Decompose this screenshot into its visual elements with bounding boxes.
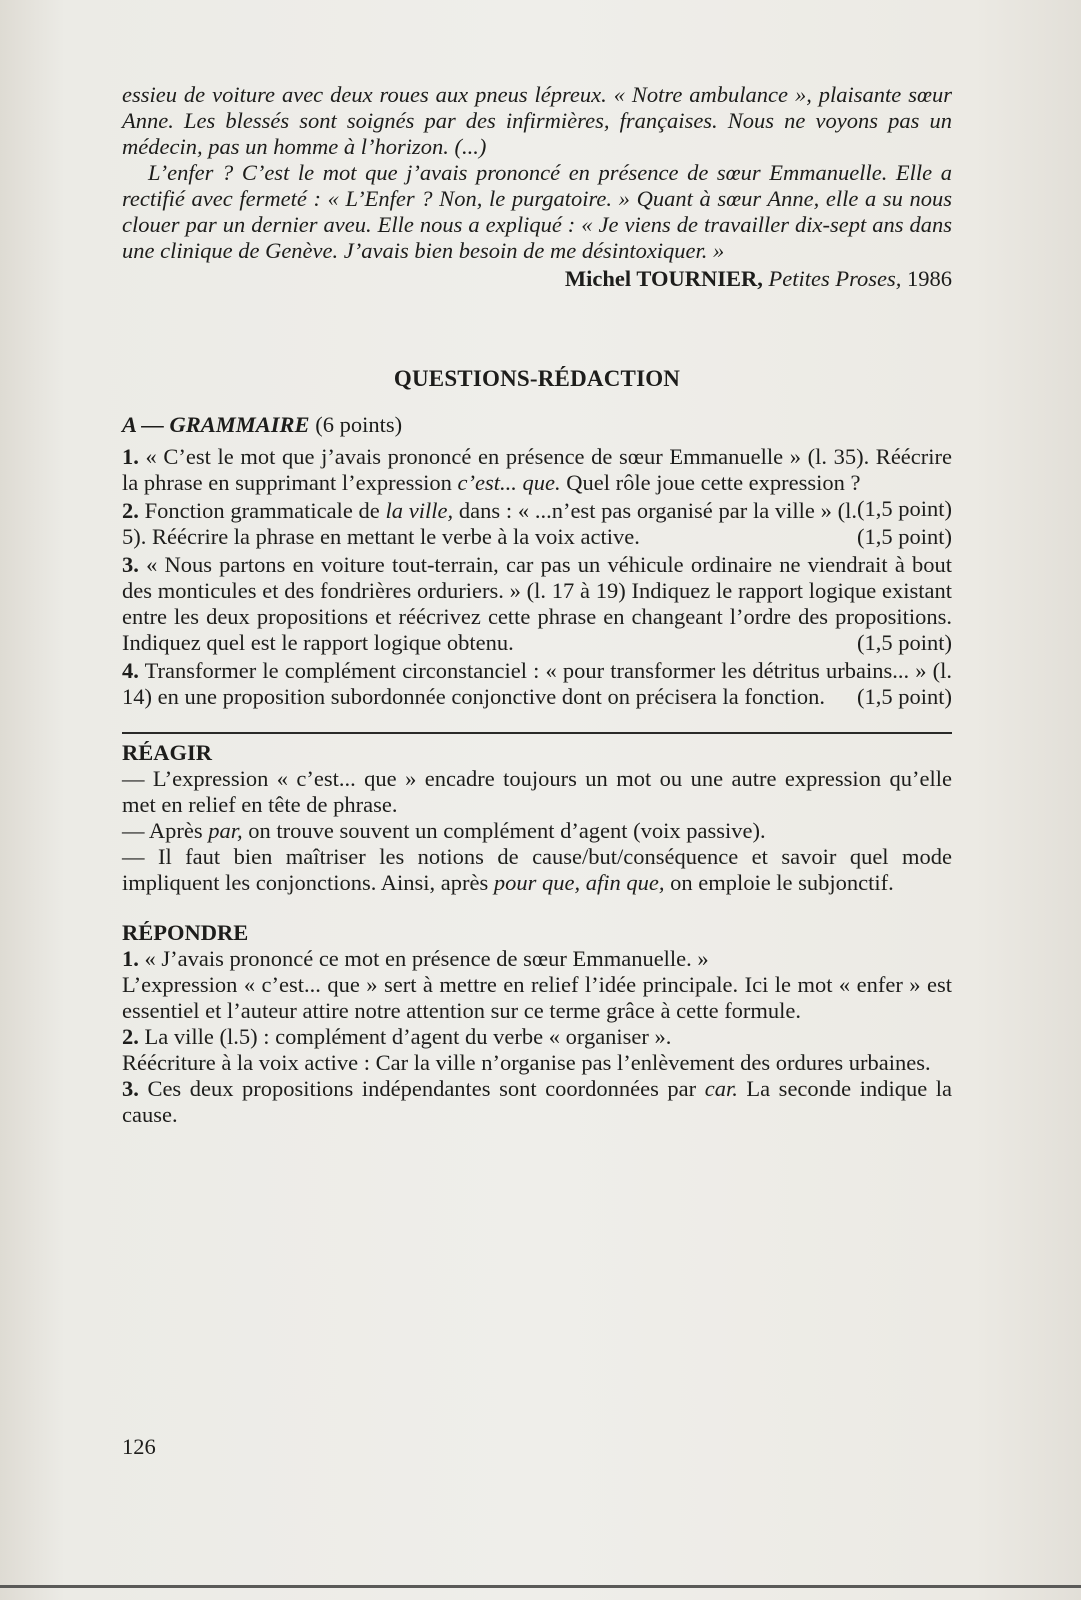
question-4	[122, 658, 952, 710]
reagir-heading: RÉAGIR	[122, 740, 213, 765]
questions-title: QUESTIONS-RÉDACTION	[393, 366, 681, 391]
question-text-end: dans : « ...n’est pas organisé par la ville » (l. 5). Réécrire la phrase en mettant le verbe à la voix active.	[122, 498, 858, 549]
repondre-heading: RÉPONDRE	[122, 920, 249, 945]
answer-text-italic: car.	[704, 1076, 738, 1101]
answer-3	[122, 1076, 952, 1128]
reagir-line-2	[122, 818, 952, 844]
answer-text: « J’avais prononcé ce mot en présence de sœur Emmanuelle. »	[144, 946, 709, 971]
page-number: 126	[122, 1434, 156, 1459]
answer-text: La ville (l.5) : complément d’agent du verbe « organiser ».	[144, 1024, 672, 1049]
section-a-heading	[122, 412, 952, 438]
question-text: « C’est le mot que j’avais prononcé en présence de sœur Emmanuelle » (l. 35). Réécrire la phrase en supprimant l’expression	[122, 444, 952, 495]
reagir-line-2-italic: par,	[208, 818, 243, 843]
question-points: (1,5 point)	[857, 630, 952, 655]
question-number: 1.	[122, 444, 139, 469]
question-points: (1,5 point)	[857, 496, 952, 521]
answer-number: 1.	[122, 946, 139, 971]
reagir-line-3	[122, 844, 952, 896]
page-content	[122, 82, 952, 1128]
question-points: (1,5 point)	[857, 524, 952, 549]
scan-edge	[0, 1585, 1081, 1588]
answer-text: Ces deux propositions indépendantes sont coordonnées par	[147, 1076, 705, 1101]
question-points: (1,5 point)	[857, 684, 952, 709]
question-text-italic: c’est... que.	[457, 470, 561, 495]
answer-2-line-2: Réécriture à la voix active : Car la ville n’organise pas l’enlèvement des ordures urbaines.	[122, 1050, 931, 1075]
question-text-end: Quel rôle joue cette expression ?	[560, 470, 861, 495]
section-a-label: A — GRAMMAIRE	[122, 412, 310, 437]
question-text: Fonction grammaticale de	[144, 498, 386, 523]
citation	[122, 266, 952, 292]
answer-number: 2.	[122, 1024, 139, 1049]
reagir-line-3-italic: pour que, afin que,	[493, 870, 665, 895]
excerpt-paragraph-1: essieu de voiture avec deux roues aux pneus lépreux. « Notre ambulance », plaisante sœur Anne. Les blessés sont soignés par des infirmières, françaises. Nous ne voyons pas un médecin, pas un homme à l’horizon. (...)	[122, 82, 952, 159]
citation-author: Michel TOURNIER,	[564, 266, 763, 291]
question-text-italic: la ville,	[385, 498, 454, 523]
question-number: 3.	[122, 552, 139, 577]
question-text: « Nous partons en voiture tout-terrain, car pas un véhicule ordinaire ne viendrait à bout des monticules et des fondrières orduriers. » (l. 17 à 19) Indiquez le rapport logique existant entre les deux propositions et réécrivez cette phrase en changeant l’ordre des propositions. Indiquez quel est le rapport logique obtenu.	[122, 552, 952, 655]
reagir-line-3-start: — Il faut bien maîtriser les notions de cause/but/conséquence et savoir quel mode impliquent les conjonctions. Ainsi, après	[122, 844, 952, 895]
reagir-line-3-end: on emploie le subjonctif.	[664, 870, 894, 895]
reagir-line-2-start: — Après	[122, 818, 209, 843]
answer-1-line-2: L’expression « c’est... que » sert à mettre en relief l’idée principale. Ici le mot « enfer » est essentiel et l’auteur attire notre attention sur ce terme grâce à cette formule.	[122, 972, 952, 1023]
citation-work: Petites Proses,	[768, 266, 902, 291]
section-a-points: (6 points)	[315, 412, 403, 437]
answer-1-line-1	[122, 946, 952, 972]
answer-number: 3.	[122, 1076, 139, 1101]
question-number: 4.	[122, 658, 139, 683]
answer-2-line-1	[122, 1024, 952, 1050]
question-text: Transformer le complément circonstanciel : « pour transformer les détritus urbains... » (l. 14) en une proposition subordonnée conjonctive dont on précisera la fonction.	[122, 658, 953, 709]
reagir-line-1: — L’expression « c’est... que » encadre toujours un mot ou une autre expression qu’elle met en relief en tête de phrase.	[122, 766, 952, 817]
question-number: 2.	[122, 498, 139, 523]
reagir-line-2-end: on trouve souvent un complément d’agent (voix passive).	[242, 818, 766, 843]
answer-text-end: La seconde indique la cause.	[122, 1076, 952, 1127]
section-divider	[122, 732, 952, 734]
citation-year: 1986	[907, 266, 952, 291]
excerpt-paragraph-2: L’enfer ? C’est le mot que j’avais prononcé en présence de sœur Emmanuelle. Elle a rectifié avec fermeté : « L’Enfer ? Non, le purgatoire. » Quant à sœur Anne, elle a su nous clouer par un dernier aveu. Elle nous a expliqué : « Je viens de travailler dix-sept ans dans une clinique de Genève. J’avais bien besoin de me désintoxiquer. »	[122, 160, 952, 263]
question-2	[122, 498, 952, 550]
question-3	[122, 552, 952, 656]
